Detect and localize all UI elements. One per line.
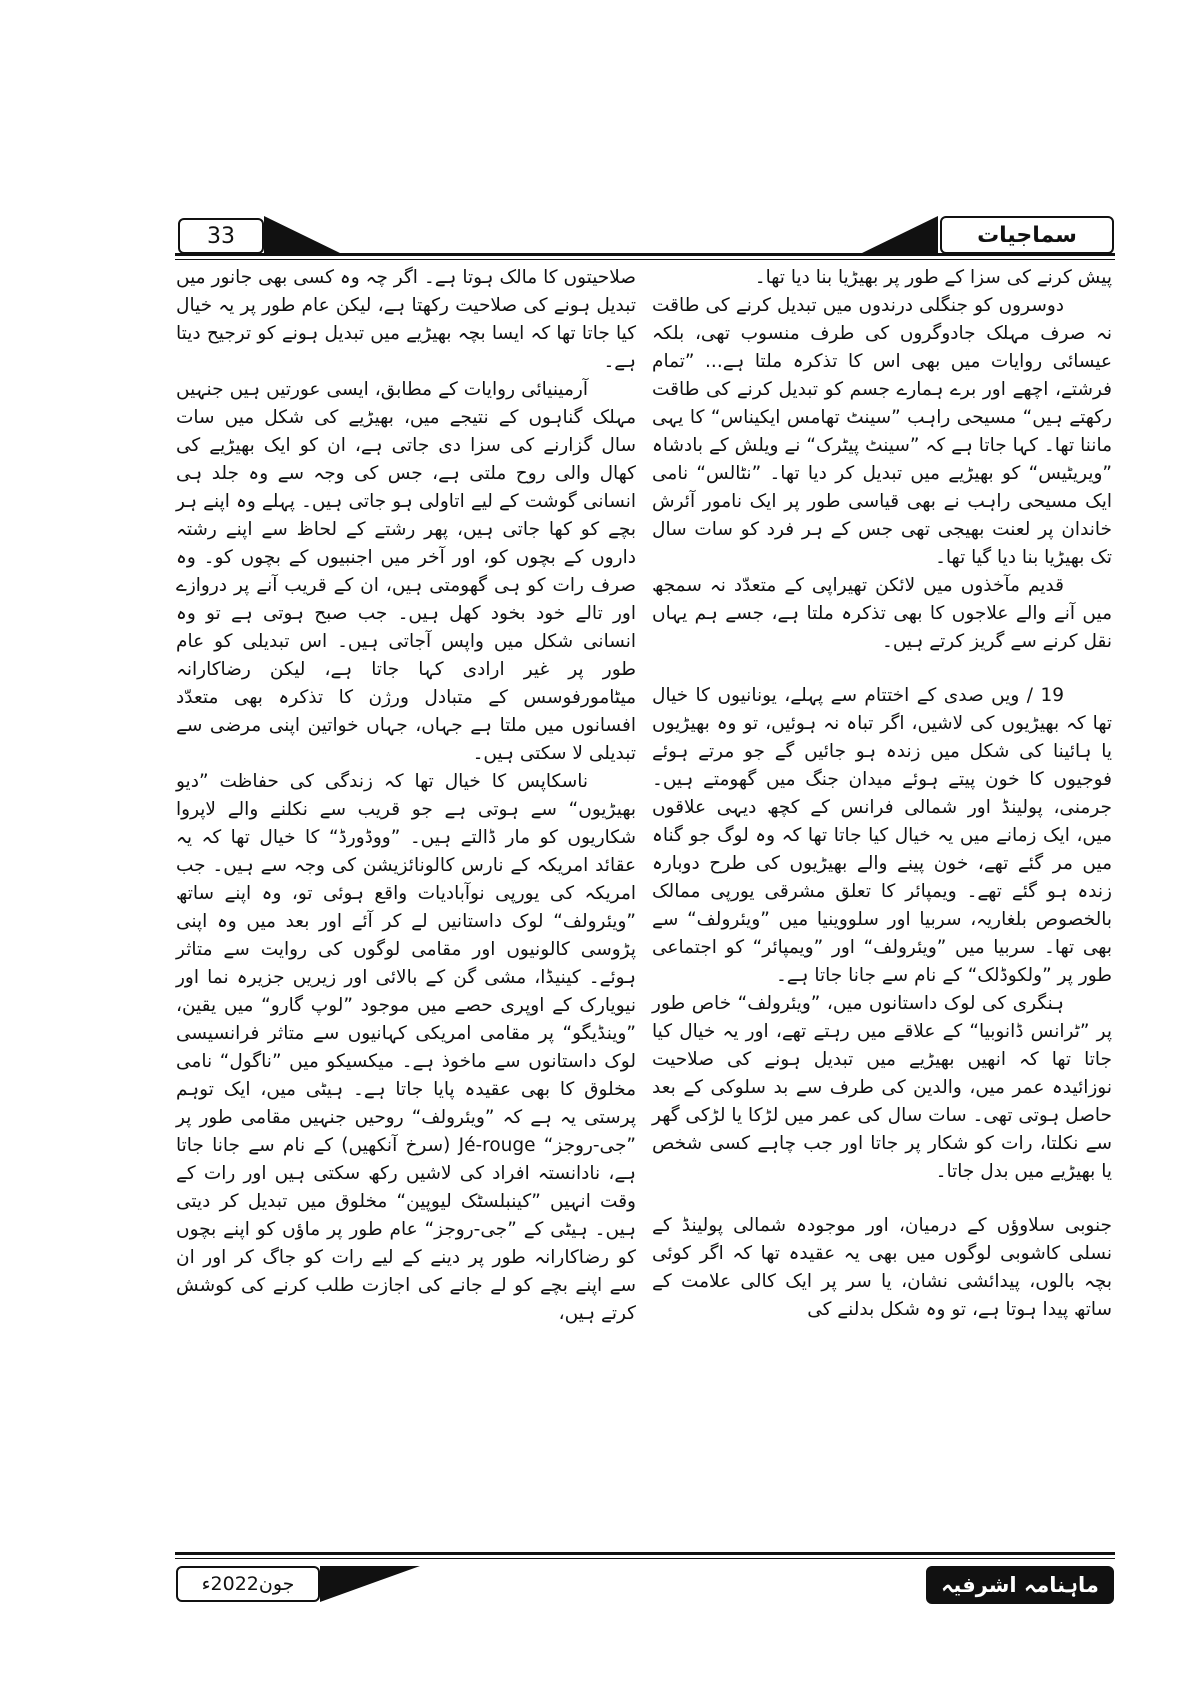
magazine-name-box [926, 1566, 1114, 1604]
section-title-box [940, 216, 1114, 254]
page-number-box [178, 218, 264, 254]
paragraph: دوسروں کو جنگلی درندوں میں تبدیل کرنے کی طاقت نہ صرف مہلک جادوگروں کی طرف منسوب تھی، بلکہ عیسائی روایات میں بھی اس کا تذکرہ ملتا ہے... ”تمام فرشتے، اچھے اور برے ہمارے جسم کو تبدیل کرنے کی طاقت رکھتے ہیں“ مسیحی راہب ”سینٹ تھامس ایکیناس“ کا یہی ماننا تھا۔ کہا جاتا ہے کہ ”سینٹ پیٹرک“ نے ویلش کے بادشاہ ”ویریٹیس“ کو بھیڑیے میں تبدیل کر دیا تھا۔ ”نٹالس“ نامی ایک مسیحی راہب نے بھی قیاسی طور پر ایک نامور آئرش خاندان پر لعنت بھیجی تھی جس کے ہر فرد کو سات سال تک بھیڑیا بنا دیا گیا تھا۔ [652, 295, 1112, 568]
paragraph: قدیم مآخذوں میں لائکن تھیراپی کے متعدّد نہ سمجھ میں آنے والے علاجوں کا بھی تذکرہ ملتا ہے، جسے ہم یہاں نقل کرنے سے گریز کرتے ہیں۔ [652, 575, 1112, 652]
page-number: 33 [207, 223, 235, 249]
paragraph: ناسکاپس کا خیال تھا کہ زندگی کی حفاظت ”دیو بھیڑیوں“ سے ہوتی ہے جو قریب سے نکلنے والے لاپروا شکاریوں کو مار ڈالتے ہیں۔ ”ووڈورڈ“ کا خیال تھا کہ یہ عقائد امریکہ کے نارس کالونائزیشن کی وجہ سے ہیں۔ جب امریکہ کی یورپی نوآبادیات واقع ہوئی تو، وہ اپنے ساتھ ”ویئرولف“ لوک داستانیں لے کر آئے اور بعد میں وہ اپنی پڑوسی کالونیوں اور مقامی لوگوں کی روایت سے متاثر ہوئے۔ کینیڈا، مشی گن کے بالائی اور زیریں جزیرہ نما اور نیویارک کے اوپری حصے میں موجود ”لوپ گارو“ میں یقین، ”وینڈیگو“ پر مقامی امریکی کہانیوں سے متاثر فرانسیسی لوک داستانوں سے ماخوذ ہے۔ میکسیکو میں ”ناگول“ نامی مخلوق کا بھی عقیدہ پایا جاتا ہے۔ ہیٹی میں، ایک توہم پرستی یہ ہے کہ ”ویئرولف“ روحیں جنہیں مقامی طور پر ”جی-روجز“ Jé-rouge (سرخ آنکھیں) کے نام سے جانا جاتا ہے، نادانستہ افراد کی لاشیں رکھ سکتی ہیں اور رات کے وقت انہیں ”کینبلسٹک لیوپین“ مخلوق میں تبدیل کر دیتی ہیں۔ ہیٹی کے ”جی-روجز“ عام طور پر ماؤں کو اپنے بچوں کو رضاکارانہ طور پر دینے کے لیے رات کو جاگ کر اور ان سے اپنے بچے کو لے جانے کی اجازت طلب کرنے کی کوشش کرتے ہیں، [176, 771, 636, 1324]
paragraph: 19 / ویں صدی کے اختتام سے پہلے، یونانیوں کا خیال تھا کہ بھیڑیوں کی لاشیں، اگر تباہ نہ ہوئیں، تو وہ بھیڑیوں یا ہائینا کی شکل میں زندہ ہو جائیں گے جو مرتے ہوئے فوجیوں کا خون پیتے ہوئے میدان جنگ میں گھومتے ہیں۔ جرمنی، پولینڈ اور شمالی فرانس کے کچھ دیہی علاقوں میں، ایک زمانے میں یہ خیال کیا جاتا تھا کہ وہ لوگ جو گناہ میں مر گئے تھے، خون پینے والے بھیڑیوں کی طرح دوبارہ زندہ ہو گئے تھے۔ ویمپائر کا تعلق مشرقی یورپی ممالک بالخصوص بلغاریہ، سربیا اور سلووینیا میں ”ویئرولف“ سے بھی تھا۔ سربیا میں ”ویئرولف“ اور ”ویمپائر“ کو اجتماعی طور پر ”ولکوڈلک“ کے نام سے جانا جاتا ہے۔ [652, 685, 1112, 986]
header-left-wedge [264, 216, 342, 254]
issue-date-box [176, 1566, 320, 1602]
footer-rule [175, 1552, 1115, 1559]
paragraph: آرمینیائی روایات کے مطابق، ایسی عورتیں ہیں جنہیں مہلک گناہوں کے نتیجے میں، بھیڑیے کی شکل میں سات سال گزارنے کی سزا دی جاتی ہے، ان کو ایک بھیڑیے کی کھال والی روح ملتی ہے، جس کی وجہ سے وہ جلد ہی انسانی گوشت کے لیے اتاولی ہو جاتی ہیں۔ پہلے وہ اپنے ہر بچے کو کھا جاتی ہیں، پھر رشتے کے لحاظ سے اپنے رشتہ داروں کے بچوں کو، اور آخر میں اجنبیوں کے بچوں کو۔ وہ صرف رات کو ہی گھومتی ہیں، ان کے قریب آنے پر دروازے اور تالے خود بخود کھل ہیں۔ جب صبح ہوتی ہے تو وہ انسانی شکل میں واپس آجاتی ہیں۔ اس تبدیلی کو عام طور پر غیر ارادی کہا جاتا ہے، لیکن رضاکارانہ میٹامورفوسس کے متبادل ورژن کا تذکرہ بھی متعدّد افسانوں میں ملتا ہے جہاں، جہاں خواتین اپنی مرضی سے تبدیلی لا سکتی ہیں۔ [176, 379, 636, 764]
header-rule [175, 253, 1115, 260]
section-title: سماجیات [977, 222, 1077, 248]
paragraph: صلاحیتوں کا مالک ہوتا ہے۔ اگر چہ وہ کسی بھی جانور میں تبدیل ہونے کی صلاحیت رکھتا ہے، لیکن عام طور پر یہ خیال کیا جاتا تھا کہ ایسا بچہ بھیڑیے میں تبدیل ہونے کو ترجیح دیتا ہے۔ [176, 267, 636, 372]
paragraph: جنوبی سلاوؤں کے درمیان، اور موجودہ شمالی پولینڈ کے نسلی کاشوبی لوگوں میں بھی یہ عقیدہ تھا کہ اگر کوئی بچہ بالوں، پیدائشی نشان، یا سر پر ایک کالی علامت کے ساتھ پیدا ہوتا ہے، تو وہ شکل بدلنے کی [652, 1215, 1112, 1320]
header-right-wedge [860, 216, 938, 254]
issue-date: جون2022ء [201, 1573, 295, 1595]
left-column [176, 264, 636, 1544]
paragraph: پیش کرنے کی سزا کے طور پر بھیڑیا بنا دیا تھا۔ [754, 267, 1112, 288]
magazine-name: ماہنامہ اشرفیہ [941, 1573, 1099, 1597]
footer-wedge [320, 1566, 420, 1602]
paragraph: ہنگری کی لوک داستانوں میں، ”ویئرولف“ خاص طور پر ”ٹرانس ڈانوبیا“ کے علاقے میں رہتے تھے، اور یہ خیال کیا جاتا تھا کہ انھیں بھیڑیے میں تبدیل ہونے کی صلاحیت نوزائیدہ عمر میں، والدین کی طرف سے بد سلوکی کے بعد حاصل ہوتی تھی۔ سات سال کی عمر میں لڑکا یا لڑکی گھر سے نکلتا، رات کو شکار پر جاتا اور جب چاہے کسی شخص یا بھیڑیے میں بدل جاتا۔ [652, 993, 1112, 1182]
right-column [652, 264, 1112, 1544]
